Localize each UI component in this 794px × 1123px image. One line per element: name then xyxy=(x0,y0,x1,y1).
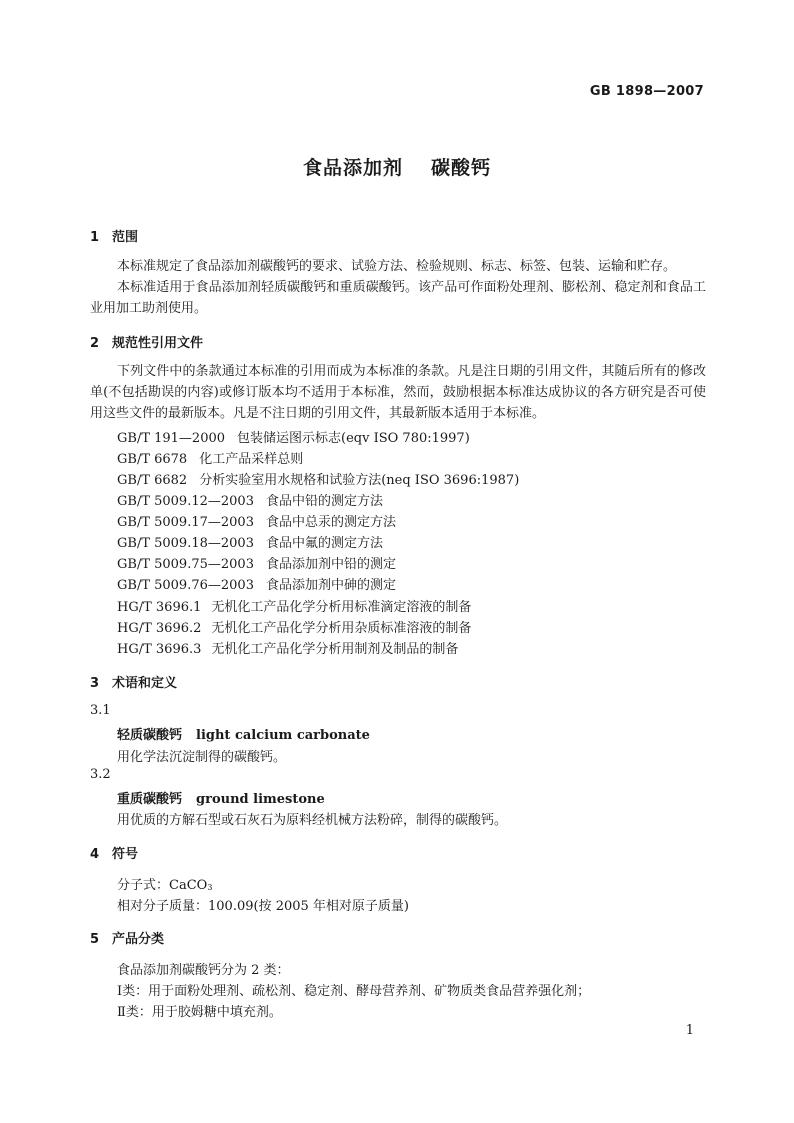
section-3-heading xyxy=(90,672,177,691)
section-1-paragraph-2: 本标准适用于食品添加剂轻质碳酸钙和重质碳酸钙。该产品可作面粉处理剂、膨松剂、稳定剂和食品工业用加工助剂使用。 xyxy=(90,280,706,316)
class-1: Ⅰ类：用于面粉处理剂、疏松剂、稳定剂、酵母营养剂、矿物质类食品营养强化剂； xyxy=(117,984,591,999)
reference-code: GB/T 5009.17—2003 xyxy=(117,515,254,530)
section-number: 2 xyxy=(90,336,100,351)
term-en: ground limestone xyxy=(196,792,325,807)
reference-item xyxy=(117,574,396,593)
reference-code: GB/T 5009.76—2003 xyxy=(117,578,254,593)
formula-main: CaCO xyxy=(169,878,208,893)
reference-code: HG/T 3696.1 xyxy=(117,600,202,615)
reference-item xyxy=(117,553,396,572)
section-4-heading xyxy=(90,843,138,862)
reference-title: 食品添加剂中铅的测定 xyxy=(265,557,396,572)
term-heading xyxy=(117,788,325,807)
section-title: 范围 xyxy=(112,230,139,245)
section-number: 4 xyxy=(90,847,100,862)
reference-title: 包装储运图示标志(eqv ISO 780:1997) xyxy=(237,431,470,446)
page-number: 1 xyxy=(685,1023,694,1038)
reference-title: 化工产品采样总则 xyxy=(199,452,304,467)
term-cn: 轻质碳酸钙 xyxy=(117,728,183,743)
section-2-intro: 下列文件中的条款通过本标准的引用而成为本标准的条款。凡是注日期的引用文件，其随后所有的修改单(不包括勘误的内容)或修订版本均不适用于本标准，然而，鼓励根据本标准达成协议的各方研究是否可使用这些文件的最新版本。凡是不注日期的引用文件，其最新版本适用于本标准。 xyxy=(90,364,706,421)
term-number: 3.2 xyxy=(90,767,111,782)
section-2-heading xyxy=(90,332,203,351)
molar-mass: 相对分子质量：100.09(按 2005 年相对原子质量) xyxy=(117,899,409,914)
section-title: 规范性引用文件 xyxy=(112,336,204,351)
section-number: 5 xyxy=(90,932,100,947)
section-1-paragraph-1: 本标准规定了食品添加剂碳酸钙的要求、试验方法、检验规则、标志、标签、包装、运输和贮存。 xyxy=(117,259,677,274)
section-number: 3 xyxy=(90,676,100,691)
reference-code: HG/T 3696.3 xyxy=(117,642,202,657)
term-cn: 重质碳酸钙 xyxy=(117,792,183,807)
document-title xyxy=(0,153,794,180)
section-number: 1 xyxy=(90,230,100,245)
reference-item xyxy=(117,448,303,467)
reference-title: 食品中总汞的测定方法 xyxy=(265,515,396,530)
reference-title: 分析实验室用水规格和试验方法(neq ISO 3696:1987) xyxy=(199,473,520,488)
reference-code: GB/T 191—2000 xyxy=(117,431,226,446)
reference-code: GB/T 6678 xyxy=(117,452,188,467)
section-title: 术语和定义 xyxy=(112,676,178,691)
reference-item xyxy=(117,427,470,446)
reference-code: GB/T 5009.75—2003 xyxy=(117,557,254,572)
reference-item xyxy=(117,511,396,530)
reference-title: 食品添加剂中砷的测定 xyxy=(265,578,396,593)
reference-code: HG/T 3696.2 xyxy=(117,621,202,636)
formula-label: 分子式： xyxy=(117,878,170,893)
reference-title: 无机化工产品化学分析用杂质标准溶液的制备 xyxy=(211,621,472,636)
molecular-formula xyxy=(117,874,212,893)
reference-code: GB/T 6682 xyxy=(117,473,188,488)
standard-code: GB 1898—2007 xyxy=(589,84,704,99)
reference-item xyxy=(117,638,458,657)
reference-item xyxy=(117,617,471,636)
title-part2: 碳酸钙 xyxy=(431,157,492,179)
formula-subscript: 3 xyxy=(207,883,213,892)
reference-title: 食品中铅的测定方法 xyxy=(265,494,383,509)
section-5-heading xyxy=(90,928,164,947)
term-heading xyxy=(117,724,370,743)
reference-item xyxy=(117,596,471,615)
section-1-heading xyxy=(90,226,138,245)
class-2: Ⅱ类：用于胶姆糖中填充剂。 xyxy=(117,1005,282,1020)
title-part1: 食品添加剂 xyxy=(302,157,403,179)
reference-title: 无机化工产品化学分析用制剂及制品的制备 xyxy=(211,642,459,657)
term-en: light calcium carbonate xyxy=(196,728,370,743)
section-title: 产品分类 xyxy=(112,932,165,947)
classification-intro: 食品添加剂碳酸钙分为 2 类： xyxy=(117,963,290,978)
term-definition: 用优质的方解石型或石灰石为原料经机械方法粉碎，制得的碳酸钙。 xyxy=(117,813,508,828)
term-number: 3.1 xyxy=(90,703,111,718)
reference-title: 无机化工产品化学分析用标准滴定溶液的制备 xyxy=(211,600,472,615)
reference-item xyxy=(117,490,383,509)
term-definition: 用化学法沉淀制得的碳酸钙。 xyxy=(117,750,287,765)
reference-item xyxy=(117,469,519,488)
reference-code: GB/T 5009.18—2003 xyxy=(117,536,254,551)
reference-title: 食品中氟的测定方法 xyxy=(265,536,383,551)
section-title: 符号 xyxy=(112,847,139,862)
reference-code: GB/T 5009.12—2003 xyxy=(117,494,254,509)
reference-item xyxy=(117,532,383,551)
